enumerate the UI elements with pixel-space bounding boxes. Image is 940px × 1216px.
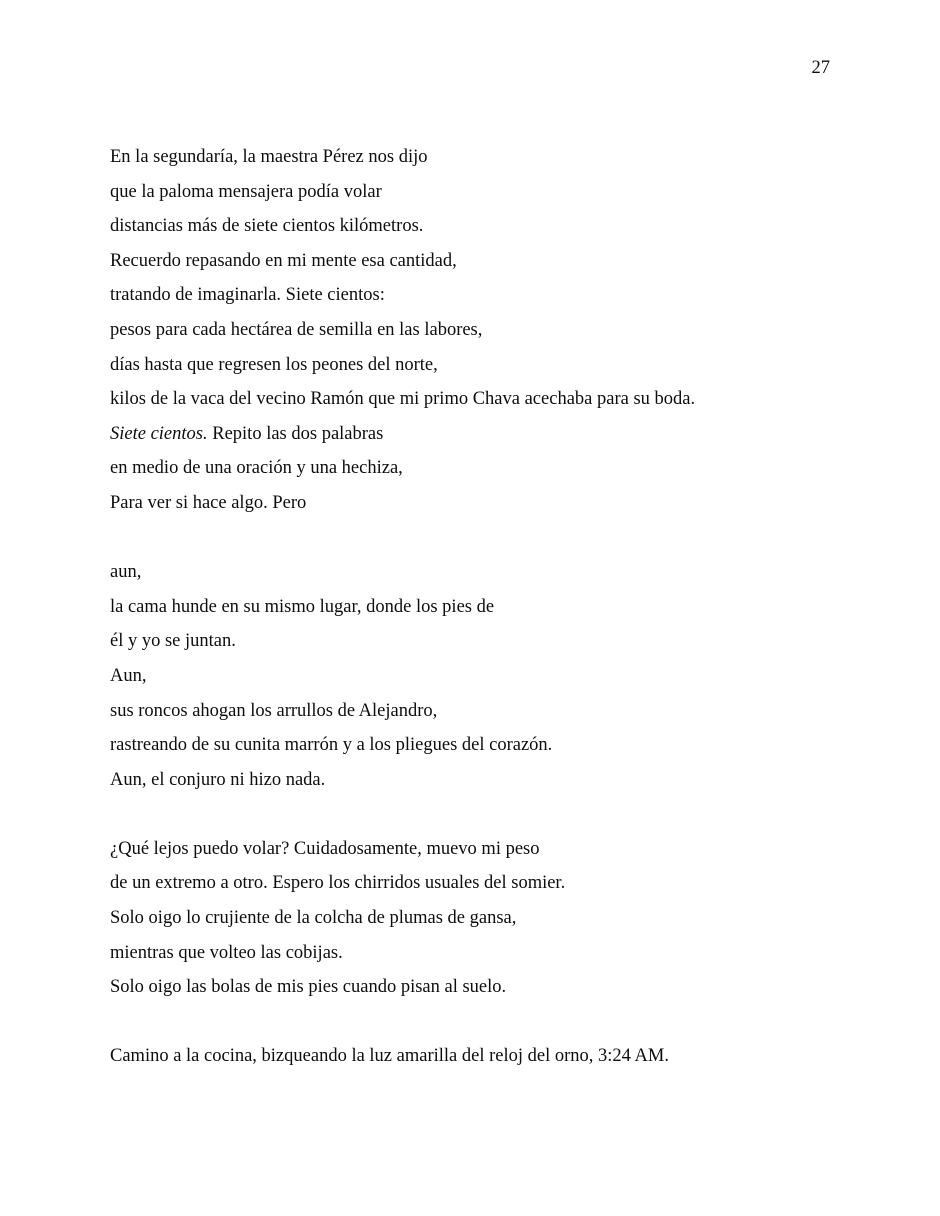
poem-line	[110, 728, 870, 763]
poem-segment: pesos para cada hectárea de semilla en las labores,	[110, 319, 483, 340]
poem-segment: Camino a la cocina, bizqueando la luz amarilla del reloj del orno, 3:24 AM.	[110, 1046, 669, 1067]
poem-segment: Recuerdo repasando en mi mente esa cantidad,	[110, 250, 457, 271]
poem-line	[110, 175, 870, 210]
poem-segment: días hasta que regresen los peones del norte,	[110, 354, 438, 375]
poem-line	[110, 348, 870, 383]
poem-segment: tratando de imaginarla. Siete cientos:	[110, 285, 385, 306]
poem-segment: en medio de una oración y una hechiza,	[110, 458, 403, 479]
poem-segment: distancias más de siete cientos kilómetros.	[110, 216, 424, 237]
poem-line	[110, 451, 870, 486]
poem-segment: de un extremo a otro. Espero los chirridos usuales del somier.	[110, 873, 566, 894]
poem-line	[110, 244, 870, 279]
poem-line	[110, 763, 870, 798]
poem-line	[110, 140, 870, 175]
poem-segment: que la paloma mensajera podía volar	[110, 181, 382, 202]
poem-segment: ¿Qué lejos puedo volar? Cuidadosamente, muevo mi peso	[110, 838, 540, 859]
poem-line	[110, 936, 870, 971]
poem-blank-line	[110, 1005, 870, 1040]
poem-segment: Repito las dos palabras	[207, 423, 384, 444]
poem-segment: aun,	[110, 562, 142, 583]
poem-line	[110, 1039, 870, 1074]
poem-segment: Para ver si hace algo. Pero	[110, 492, 307, 513]
poem-segment: Solo oigo las bolas de mis pies cuando pisan al suelo.	[110, 977, 507, 998]
poem-segment-italic: Siete cientos.	[110, 423, 208, 444]
poem-line	[110, 832, 870, 867]
poem-segment: la cama hunde en su mismo lugar, donde los pies de	[110, 596, 495, 617]
poem-segment: En la segundaría, la maestra Pérez nos dijo	[110, 147, 428, 167]
poem-segment: él y yo se juntan.	[110, 631, 236, 652]
poem-line	[110, 313, 870, 348]
poem-line	[110, 486, 870, 521]
poem-line	[110, 694, 870, 729]
poem-blank-line	[110, 797, 870, 832]
poem-line	[110, 866, 870, 901]
poem-segment: kilos de la vaca del vecino Ramón que mi primo Chava acechaba para su boda.	[110, 389, 696, 410]
poem-blank-line	[110, 521, 870, 556]
poem-body	[110, 140, 870, 1074]
poem-line	[110, 901, 870, 936]
poem-line	[110, 278, 870, 313]
poem-line	[110, 555, 870, 590]
page-number: 27	[811, 58, 830, 78]
poem-line	[110, 590, 870, 625]
poem-line	[110, 382, 870, 417]
poem-line	[110, 659, 870, 694]
poem-segment: Aun, el conjuro ni hizo nada.	[110, 769, 326, 790]
poem-segment: Aun,	[110, 665, 147, 686]
poem-line	[110, 624, 870, 659]
poem-segment: sus roncos ahogan los arrullos de Alejandro,	[110, 700, 438, 721]
poem-segment: rastreando de su cunita marrón y a los pliegues del corazón.	[110, 735, 553, 756]
poem-segment: Solo oigo lo crujiente de la colcha de plumas de gansa,	[110, 908, 517, 929]
poem-line	[110, 417, 870, 452]
poem-line	[110, 209, 870, 244]
poem-line	[110, 970, 870, 1005]
poem-segment: mientras que volteo las cobijas.	[110, 942, 343, 963]
